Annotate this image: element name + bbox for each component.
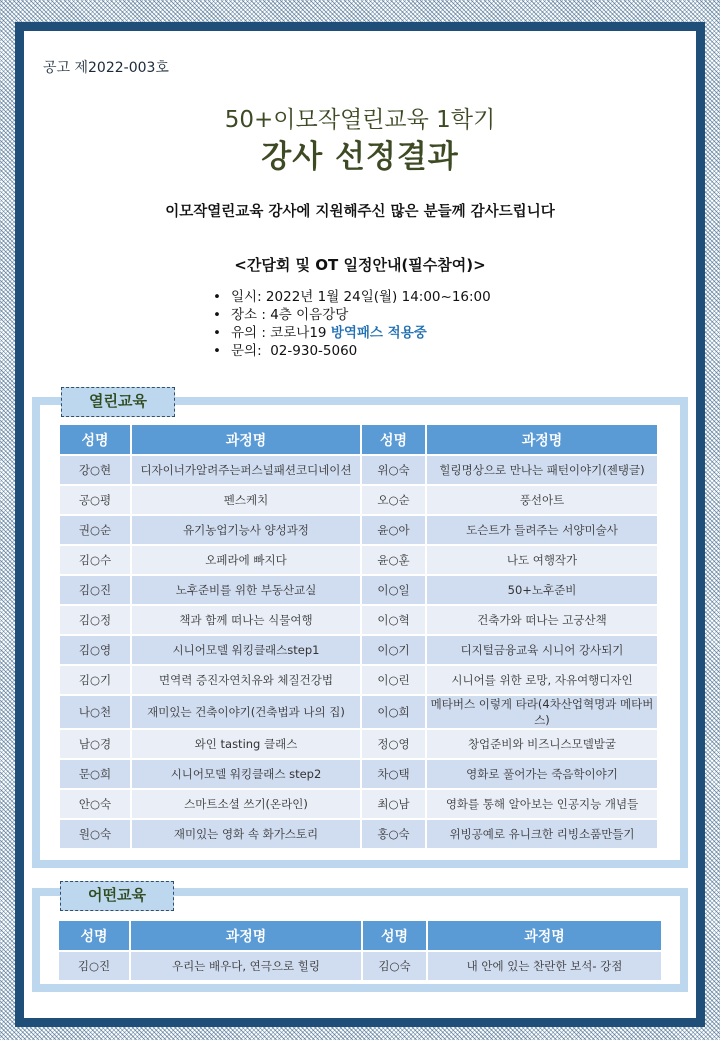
schedule-item-location — [213, 306, 491, 324]
table-row — [60, 760, 657, 788]
instructor-name: 문○희 — [60, 760, 130, 788]
table-header-row — [60, 425, 657, 454]
column-header-course: 과정명 — [132, 425, 360, 454]
course-name: 노후준비를 위한 부동산교실 — [132, 576, 360, 604]
instructor-name: 윤○훈 — [362, 546, 425, 574]
instructor-name: 정○영 — [362, 730, 425, 758]
schedule-item-text: 일시: 2022년 1월 24일(월) 14:00~16:00 — [231, 289, 491, 305]
instructor-name: 나○천 — [60, 696, 130, 728]
table-row — [60, 606, 657, 634]
table-row — [60, 666, 657, 694]
schedule-item-notice — [213, 324, 491, 342]
course-name: 책과 함께 떠나는 식물여행 — [132, 606, 360, 634]
schedule-title: <간담회 및 OT 일정안내(필수참여)> — [234, 256, 486, 274]
table-row — [60, 696, 657, 728]
course-name: 유기농업기능사 양성과정 — [132, 516, 360, 544]
instructor-name: 차○택 — [362, 760, 425, 788]
instructor-name: 김○기 — [60, 666, 130, 694]
course-name: 도슨트가 들려주는 서양미술사 — [427, 516, 657, 544]
instructor-name: 원○숙 — [60, 820, 130, 848]
notice-number: 공고 제2022-003호 — [43, 60, 169, 76]
instructor-name: 위○숙 — [362, 456, 425, 484]
instructor-name: 공○평 — [60, 486, 130, 514]
course-name: 우리는 배우다, 연극으로 힐링 — [131, 952, 361, 980]
schedule-item-text: 문의: 02-930-5060 — [231, 343, 358, 359]
instructor-name: 김○숙 — [363, 952, 426, 980]
special-education-table — [57, 919, 663, 982]
course-name: 시니어모델 워킹클래스 step2 — [132, 760, 360, 788]
bullet-icon: • — [213, 289, 221, 305]
table-row — [60, 820, 657, 848]
course-name: 나도 여행작가 — [427, 546, 657, 574]
schedule-info-list — [213, 288, 491, 360]
course-name: 펜스케치 — [132, 486, 360, 514]
column-header-name: 성명 — [362, 425, 425, 454]
instructor-name: 최○남 — [362, 790, 425, 818]
special-education-label: 어떤교육 — [60, 881, 174, 911]
course-name: 영화를 통해 알아보는 인공지능 개념들 — [427, 790, 657, 818]
course-name: 오페라에 빠지다 — [132, 546, 360, 574]
course-name: 내 안에 있는 찬란한 보석- 강점 — [428, 952, 661, 980]
instructor-name: 김○영 — [60, 636, 130, 664]
table-row — [60, 546, 657, 574]
bullet-icon: • — [213, 343, 221, 359]
course-name: 시니어모델 워킹클래스step1 — [132, 636, 360, 664]
table-header-row — [59, 921, 661, 950]
instructor-name: 김○정 — [60, 606, 130, 634]
instructor-name: 김○진 — [60, 576, 130, 604]
table-row — [60, 636, 657, 664]
table-row — [60, 486, 657, 514]
page-title-line1: 50+이모작열린교육 1학기 — [224, 107, 496, 133]
instructor-name: 윤○아 — [362, 516, 425, 544]
quarantine-pass-highlight: 방역패스 적용중 — [330, 325, 427, 341]
column-header-course: 과정명 — [428, 921, 661, 950]
course-name: 디지털금융교육 시니어 강사되기 — [427, 636, 657, 664]
instructor-name: 이○희 — [362, 696, 425, 728]
instructor-name: 오○순 — [362, 486, 425, 514]
course-name: 와인 tasting 클래스 — [132, 730, 360, 758]
instructor-name: 강○현 — [60, 456, 130, 484]
course-name: 건축가와 떠나는 고궁산책 — [427, 606, 657, 634]
course-name: 영화로 풀어가는 죽음학이야기 — [427, 760, 657, 788]
instructor-name: 김○수 — [60, 546, 130, 574]
instructor-name: 안○숙 — [60, 790, 130, 818]
column-header-course: 과정명 — [427, 425, 657, 454]
open-education-table — [58, 423, 659, 850]
column-header-course: 과정명 — [131, 921, 361, 950]
table-row — [59, 952, 661, 980]
instructor-name: 남○경 — [60, 730, 130, 758]
instructor-name: 홍○숙 — [362, 820, 425, 848]
instructor-name: 권○순 — [60, 516, 130, 544]
course-name: 시니어를 위한 로망, 자유여행디자인 — [427, 666, 657, 694]
schedule-item-text: 장소 : 4층 이음강당 — [231, 307, 349, 323]
bullet-icon: • — [213, 307, 221, 323]
thanks-message: 이모작열린교육 강사에 지원해주신 많은 분들께 감사드립니다 — [165, 204, 555, 220]
course-name: 면역력 증진자연치유와 체질건강법 — [132, 666, 360, 694]
course-name: 위빙공예로 유니크한 리빙소품만들기 — [427, 820, 657, 848]
course-name: 재미있는 건축이야기(건축법과 나의 집) — [132, 696, 360, 728]
course-name: 풍선아트 — [427, 486, 657, 514]
instructor-name: 이○린 — [362, 666, 425, 694]
course-name: 창업준비와 비즈니스모델발굴 — [427, 730, 657, 758]
course-name: 힐링명상으로 만나는 패턴이야기(젠탱글) — [427, 456, 657, 484]
table-row — [60, 730, 657, 758]
course-name: 스마트소셜 쓰기(온라인) — [132, 790, 360, 818]
column-header-name: 성명 — [60, 425, 130, 454]
course-name: 재미있는 영화 속 화가스토리 — [132, 820, 360, 848]
schedule-item-text: 유의 : 코로나19 — [231, 325, 331, 341]
table-row — [60, 516, 657, 544]
bullet-icon: • — [213, 325, 221, 341]
table-row — [60, 456, 657, 484]
table-row — [60, 576, 657, 604]
table-row — [60, 790, 657, 818]
course-name: 메타버스 이렇게 타라(4차산업혁명과 메타버스) — [427, 696, 657, 728]
instructor-name: 이○일 — [362, 576, 425, 604]
column-header-name: 성명 — [59, 921, 129, 950]
schedule-item-datetime — [213, 288, 491, 306]
page-title-line2: 강사 선정결과 — [261, 139, 459, 175]
open-education-label: 열린교육 — [61, 387, 175, 417]
schedule-item-contact — [213, 342, 491, 360]
instructor-name: 김○진 — [59, 952, 129, 980]
instructor-name: 이○혁 — [362, 606, 425, 634]
course-name: 50+노후준비 — [427, 576, 657, 604]
column-header-name: 성명 — [363, 921, 426, 950]
course-name: 디자이너가알려주는퍼스널패션코디네이션 — [132, 456, 360, 484]
instructor-name: 이○기 — [362, 636, 425, 664]
